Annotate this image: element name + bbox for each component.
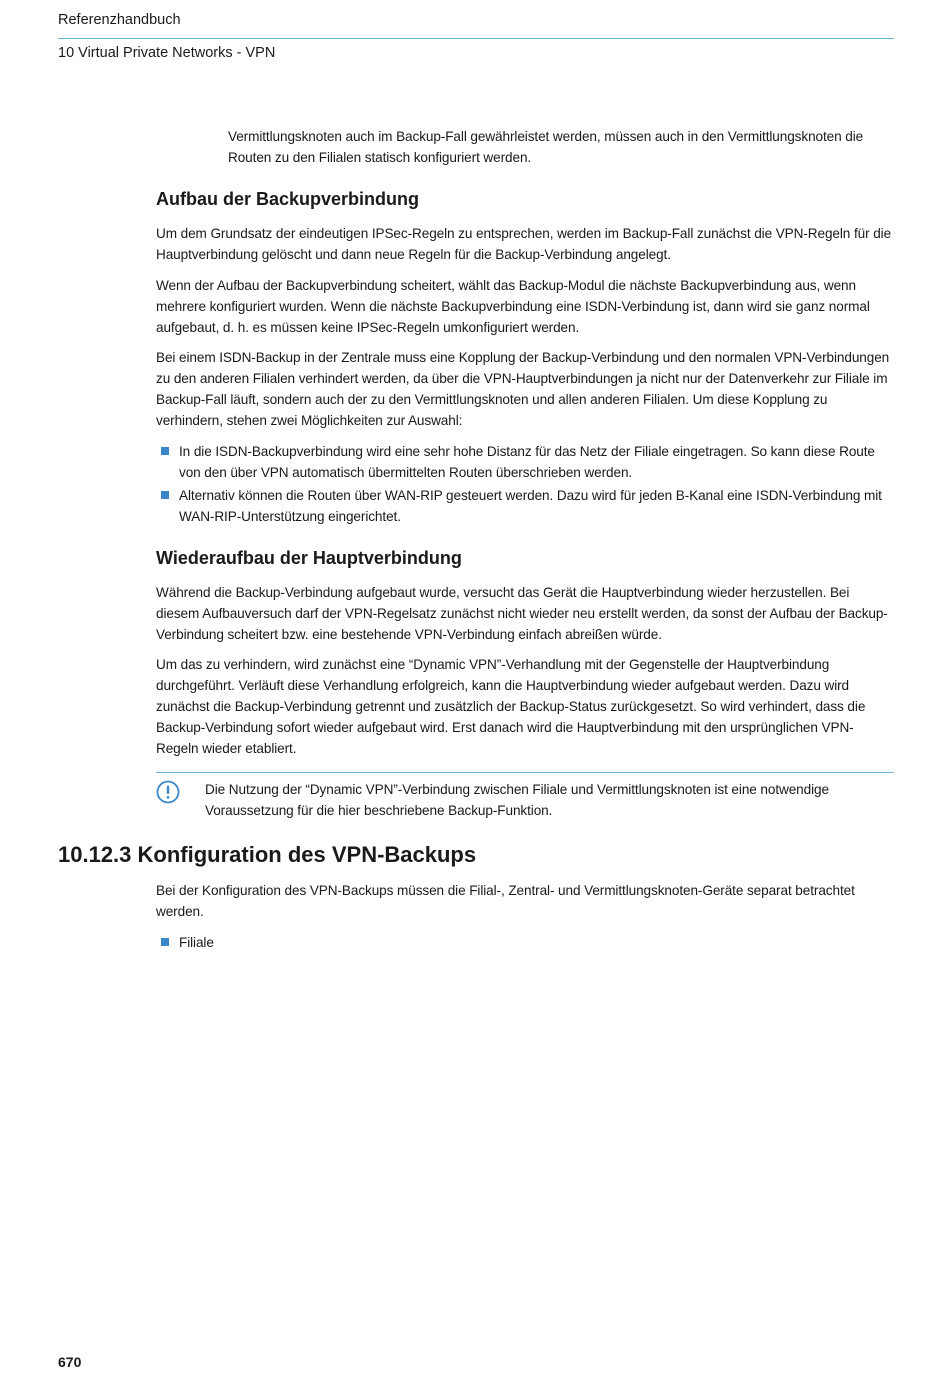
list-item: Filiale — [179, 935, 214, 950]
restore-paragraph-2: Um das zu verhindern, wird zunächst eine “Dynamic VPN”-Verhandlung mit der Gegenstelle der Hauptverbindung durchgeführt. Verläuft diese Verhandlung erfolgreich, kann die Hauptverbindung wieder aufgebaut werden. Dazu wird zunächst die Backup-Verbindung getrennt und zusätzlich der Backup-Status zurückgesetzt. So wird verhindert, dass die Backup-Verbindung sofort wieder aufgebaut wird. Erst danach wird die Hauptverbindung mit den ursprünglichen VPN-Regeln wieder etabliert. — [156, 657, 866, 756]
note-divider — [156, 772, 894, 773]
list-item: Alternativ können die Routen über WAN-RIP gesteuert werden. Dazu wird für jeden B-Kanal eine ISDN-Verbindung mit WAN-RIP-Unterstützung eingerichtet. — [179, 488, 882, 524]
intro-paragraph: Vermittlungsknoten auch im Backup-Fall gewährleistet werden, müssen auch in den Vermittlungsknoten die Routen zu den Filialen statisch konfiguriert werden. — [228, 129, 864, 165]
exclamation-circle-icon — [156, 780, 180, 804]
backup-paragraph-2: Wenn der Aufbau der Backupverbindung scheitert, wählt das Backup-Modul die nächste Backupverbindung aus, wenn mehrere konfiguriert wurden. Wenn die nächste Backupverbindung eine ISDN-Verbindung ist, dann wird sie ganz normal aufgebaut, d. h. es müssen keine IPSec-Regeln umkonfiguriert werden. — [156, 278, 870, 335]
backup-paragraph-1: Um dem Grundsatz der eindeutigen IPSec-Regeln zu entsprechen, werden im Backup-Fall zunächst die VPN-Regeln für die Hauptverbindung gelöscht und dann neue Regeln für die Backup-Verbindung angelegt. — [156, 226, 892, 262]
bullet-marker — [161, 938, 169, 946]
document-title: Referenzhandbuch — [58, 12, 181, 28]
heading-restore-connection: Wiederaufbau der Hauptverbindung — [156, 548, 462, 568]
restore-paragraph-1: Während die Backup-Verbindung aufgebaut wurde, versucht das Gerät die Hauptverbindung wieder herzustellen. Bei diesem Aufbauversuch darf der VPN-Regelsatz zunächst nicht wieder neu erstellt werden, da sonst der Aufbau der Backup-Verbindung scheitert bzw. eine bestehende VPN-Verbindung einfach abreißen würde. — [156, 585, 888, 642]
bullet-marker — [161, 491, 169, 499]
page-number: 670 — [58, 1354, 82, 1370]
config-paragraph: Bei der Konfiguration des VPN-Backups müssen die Filial-, Zentral- und Vermittlungsknoten-Geräte separat betrachtet werden. — [156, 883, 855, 919]
chapter-title: 10 Virtual Private Networks - VPN — [58, 45, 276, 61]
heading-backup-connection: Aufbau der Backupverbindung — [156, 189, 420, 209]
header-divider — [58, 38, 894, 39]
list-item: In die ISDN-Backupverbindung wird eine sehr hohe Distanz für das Netz der Filiale eingetragen. So kann diese Route von den über VPN automatisch übermittelten Routen überschrieben werden. — [179, 444, 875, 480]
backup-paragraph-3: Bei einem ISDN-Backup in der Zentrale muss eine Kopplung der Backup-Verbindung und den normalen VPN-Verbindungen zu den anderen Filialen verhindert werden, da über die VPN-Hauptverbindungen ja nicht nur der Datenverkehr zur Filiale im Backup-Fall läuft, sondern auch der zu den Vermittlungsknoten und allen anderen Filialen. Um diese Kopplung zu verhindern, stehen zwei Möglichkeiten zur Auswahl: — [156, 350, 890, 428]
note-text: Die Nutzung der “Dynamic VPN”-Verbindung zwischen Filiale und Vermittlungsknoten ist eine notwendige Voraussetzung für die hier beschriebene Backup-Funktion. — [205, 782, 829, 818]
bullet-marker — [161, 447, 169, 455]
section-heading-config: 10.12.3 Konfiguration des VPN-Backups — [58, 842, 477, 867]
